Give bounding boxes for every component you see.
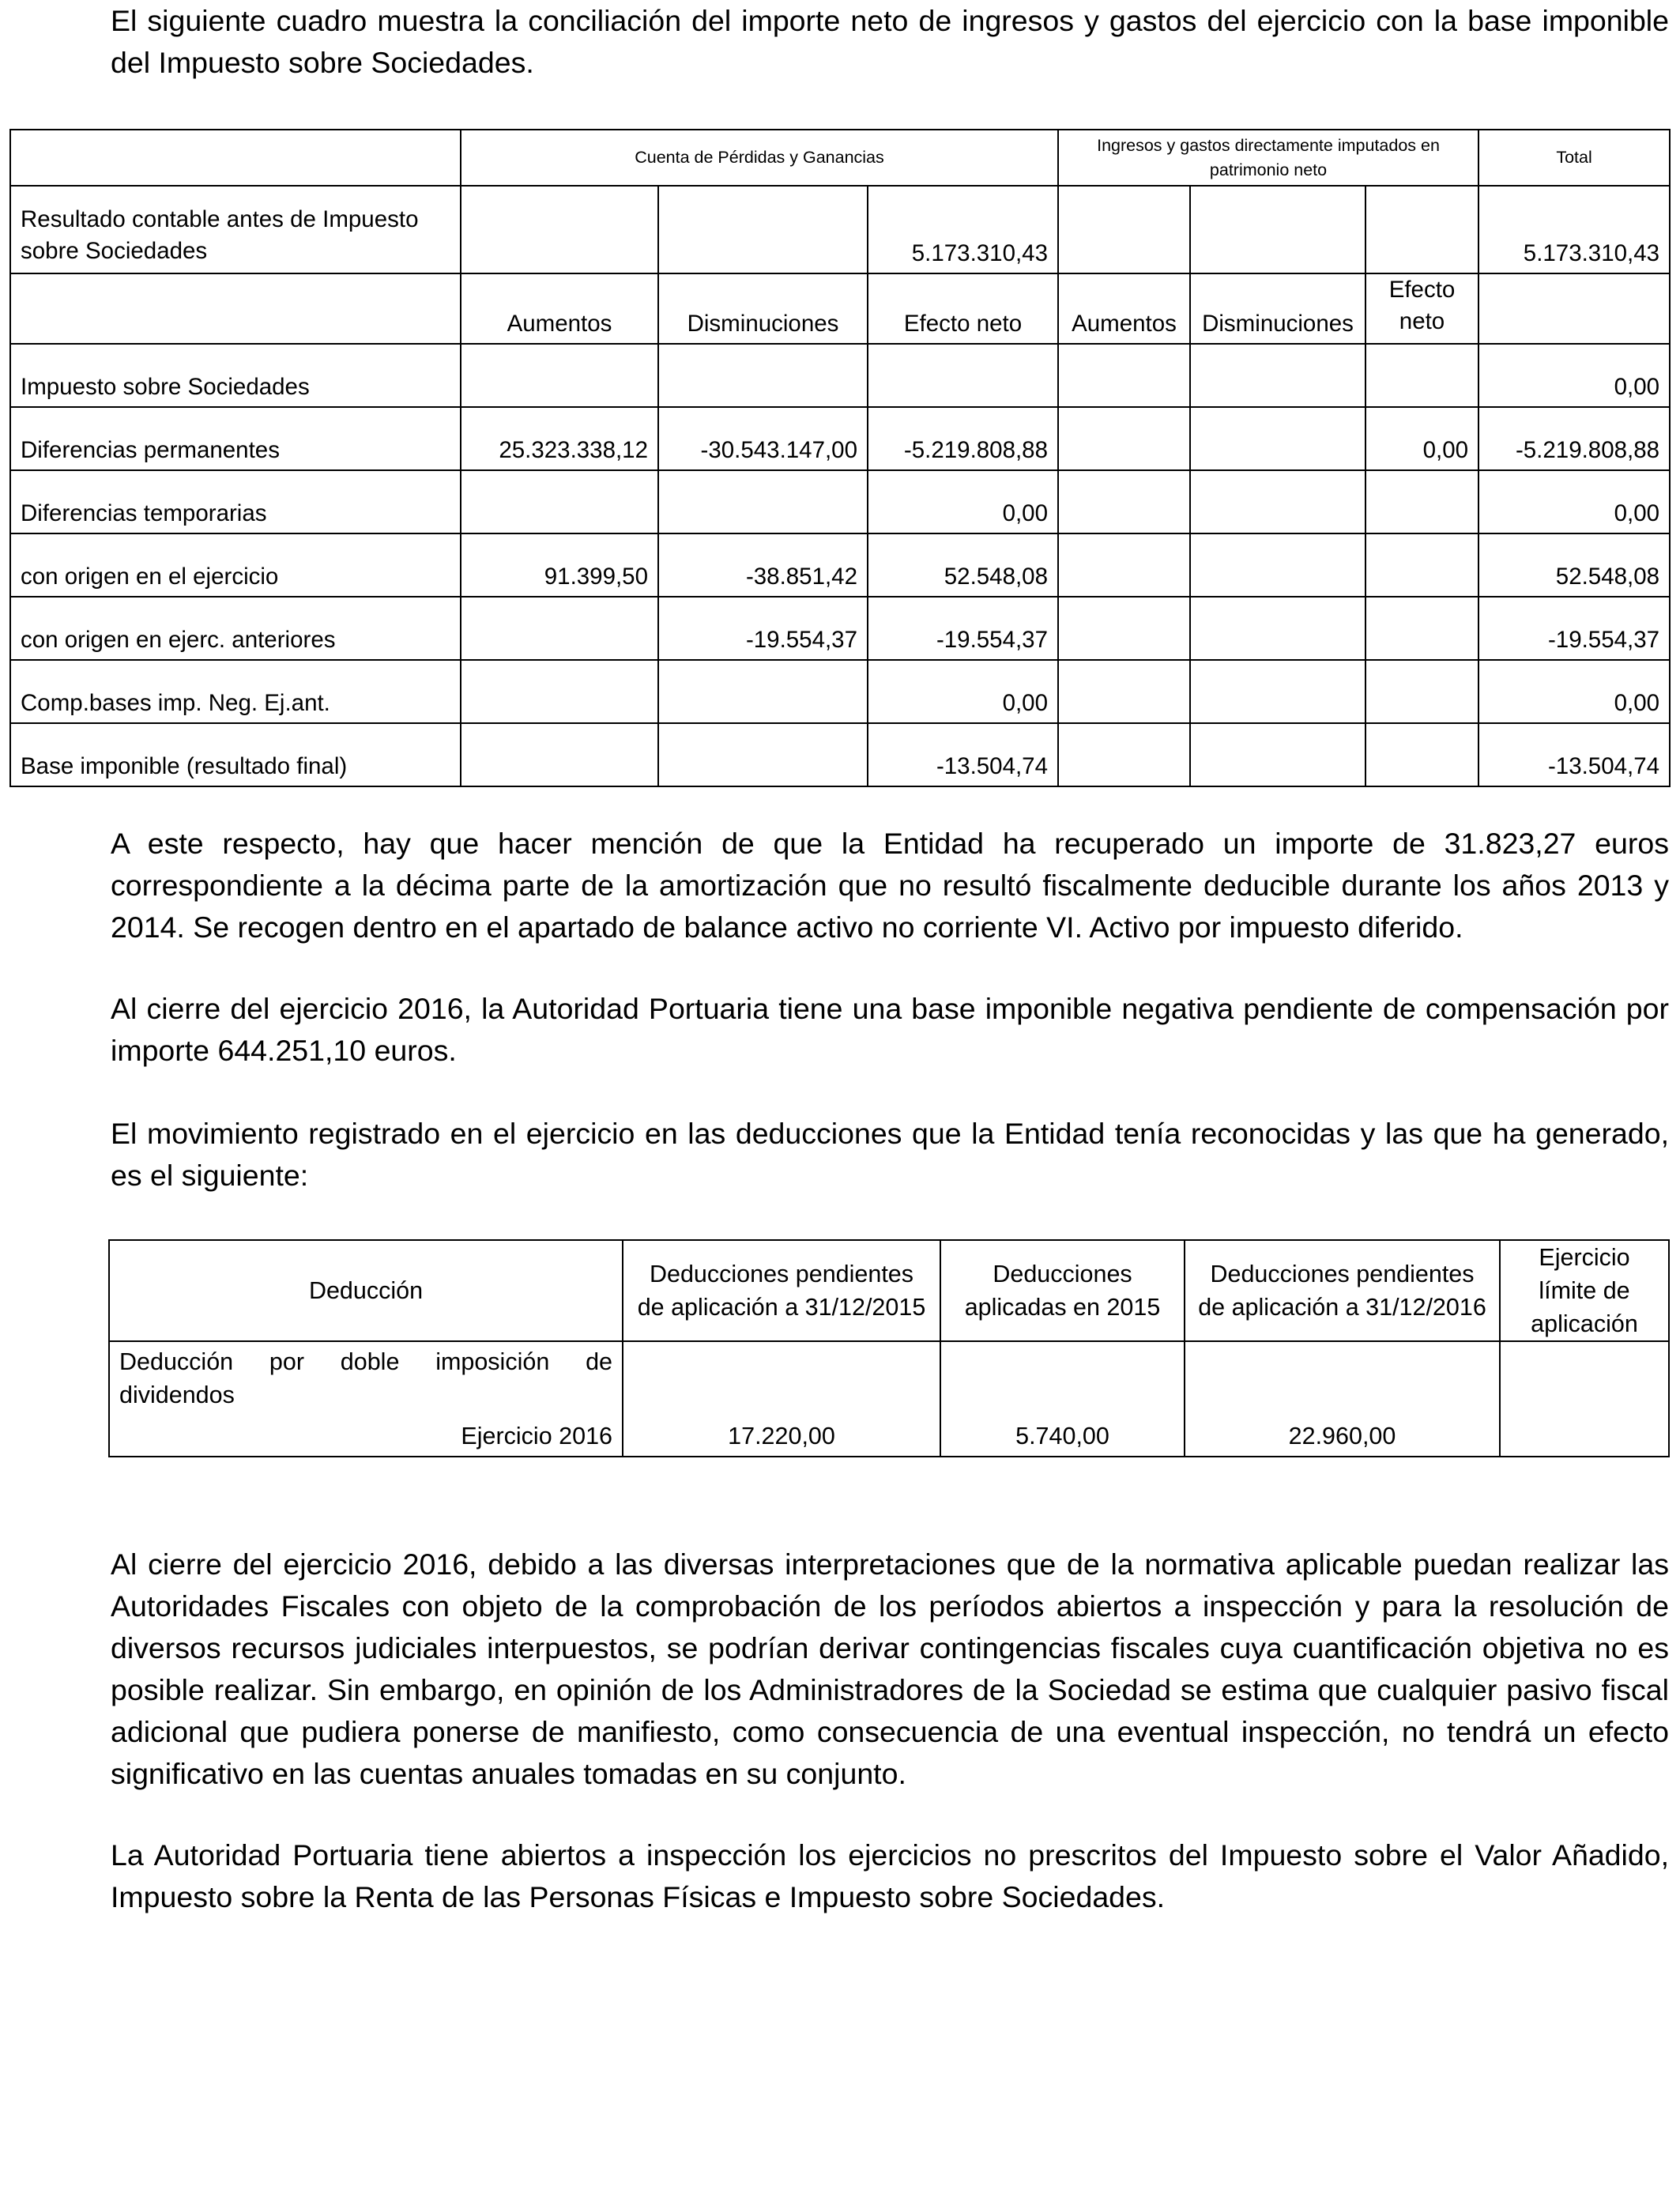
paragraph-recuperacion: A este respecto, hay que hacer mención de que la Entidad ha recuperado un importe de 31.823,27 euros correspondiente a la décima parte de la amortización que no resultó fiscalmente deducible durante los años 2013 y 2014. Se recogen dentro en el apartado de balance activo no corriente VI. Activo por impuesto diferido. [111,827,1669,944]
col-efecto-neto-patrimonio: Efecto neto [1365,273,1478,344]
recon-row-label: Base imponible (resultado final) [10,723,461,786]
recon-cell-dis: -30.543.147,00 [658,407,868,470]
recon-header-empty [10,130,461,186]
deduction-label [109,1341,623,1418]
recon-cell-dis2 [1190,597,1365,660]
recon-subheader-row [10,273,1670,344]
recon-cell-dis2 [1190,660,1365,723]
recon-cell-aum2 [1058,407,1190,470]
recon-cell-efe: 52.548,08 [868,533,1058,597]
resultado-total-value: 5.173.310,43 [1478,186,1670,273]
recon-row-label: Diferencias temporarias [10,470,461,533]
recon-cell-aum2 [1058,660,1190,723]
deduction-pend-2015: 17.220,00 [623,1418,940,1457]
recon-cell-dis [658,470,868,533]
recon-cell-aum: 25.323.338,12 [461,407,658,470]
recon-cell-efe2 [1365,597,1478,660]
recon-cell-total: 0,00 [1478,344,1670,407]
reconciliation-table [9,129,1671,787]
paragraph-inspeccion: La Autoridad Portuaria tiene abiertos a inspección los ejercicios no prescritos del Impuesto sobre el Valor Añadido, Impuesto sobre la Renta de las Personas Físicas e Impuesto sobre Sociedades. [111,1838,1669,1913]
recon-cell-total: -19.554,37 [1478,597,1670,660]
recon-data-row [10,407,1670,470]
col-efecto-neto: Efecto neto [868,273,1058,344]
col-disminuciones-patrimonio: Disminuciones [1190,273,1365,344]
deduction-pend-2016: 22.960,00 [1185,1418,1500,1457]
recon-data-row [10,533,1670,597]
deduction-label-line2: dividendos [119,1382,235,1408]
recon-header-row [10,130,1670,186]
paragraph-contingencias: Al cierre del ejercicio 2016, debido a las diversas interpretaciones que de la normativa aplicable puedan realizar las Autoridades Fiscales con objeto de la comprobación de los períodos abiertos a inspección y para la resolución de diversos recursos judiciales interpuestos, se podrían derivar contingencias fiscales cuya cuantificación objetiva no es posible realizar. Sin embargo, en opinión de los Administradores de la Sociedad se estima que cualquier pasivo fiscal adicional que pudiera ponerse de manifiesto, como consecuencia de una eventual inspección, no tendrá un efecto significativo en las cuentas anuales tomadas en su conjunto. [111,1547,1669,1790]
recon-cell-aum [461,660,658,723]
recon-cell-aum [461,597,658,660]
recon-row-label: Impuesto sobre Sociedades [10,344,461,407]
recon-cell-efe2 [1365,723,1478,786]
recon-cell-total: 0,00 [1478,470,1670,533]
recon-cell-total: -13.504,74 [1478,723,1670,786]
recon-cell-dis2 [1190,407,1365,470]
recon-row-label: Diferencias permanentes [10,407,461,470]
recon-cell-dis2 [1190,723,1365,786]
recon-cell-efe2 [1365,344,1478,407]
recon-cell-aum2 [1058,533,1190,597]
recon-cell-total: 52.548,08 [1478,533,1670,597]
header-pyg: Cuenta de Pérdidas y Ganancias [461,130,1058,186]
recon-cell-aum [461,470,658,533]
deductions-label-row [109,1341,1669,1418]
recon-cell-dis2 [1190,470,1365,533]
intro-paragraph: El siguiente cuadro muestra la conciliación del importe neto de ingresos y gastos del ejercicio con la base imponible del Impuesto sobre Sociedades. [111,4,1669,79]
recon-cell-aum: 91.399,50 [461,533,658,597]
recon-row-label: con origen en el ejercicio [10,533,461,597]
header-aplicadas-2015: Deducciones aplicadas en 2015 [940,1240,1185,1341]
col-disminuciones: Disminuciones [658,273,868,344]
deduction-limite [1500,1418,1669,1457]
recon-cell-dis: -19.554,37 [658,597,868,660]
header-patrimonio: Ingresos y gastos directamente imputados en patrimonio neto [1058,130,1478,186]
recon-resultado-row [10,186,1670,273]
recon-row-label: con origen en ejerc. anteriores [10,597,461,660]
recon-cell-aum2 [1058,597,1190,660]
recon-cell-dis [658,660,868,723]
recon-cell-efe2 [1365,533,1478,597]
recon-cell-aum [461,344,658,407]
recon-cell-efe2: 0,00 [1365,407,1478,470]
recon-data-row [10,723,1670,786]
header-deduccion: Deducción [109,1240,623,1341]
header-ejercicio-limite: Ejercicio límite de aplicación [1500,1240,1669,1341]
paragraph-base-negativa: Al cierre del ejercicio 2016, la Autoridad Portuaria tiene una base imponible negativa pendiente de compensación por importe 644.251,10 euros. [111,992,1669,1067]
deduction-label-line1: Deducción por doble imposición de [119,1348,612,1375]
deductions-value-row [109,1418,1669,1457]
recon-cell-efe: 0,00 [868,660,1058,723]
deduction-year: Ejercicio 2016 [109,1418,623,1457]
recon-data-row [10,597,1670,660]
resultado-label: Resultado contable antes de Impuesto sobre Sociedades [10,186,461,273]
recon-cell-efe2 [1365,660,1478,723]
recon-cell-dis2 [1190,533,1365,597]
header-pendientes-2016: Deducciones pendientes de aplicación a 31/12/2016 [1185,1240,1500,1341]
recon-cell-aum2 [1058,344,1190,407]
recon-cell-efe: -13.504,74 [868,723,1058,786]
recon-cell-dis [658,344,868,407]
recon-data-row [10,470,1670,533]
recon-cell-efe: -19.554,37 [868,597,1058,660]
col-aumentos-patrimonio: Aumentos [1058,273,1190,344]
deduction-aplic-2015: 5.740,00 [940,1418,1185,1457]
recon-cell-efe [868,344,1058,407]
deductions-table [108,1239,1670,1457]
recon-cell-dis2 [1190,344,1365,407]
recon-data-row [10,660,1670,723]
recon-cell-dis [658,723,868,786]
header-pendientes-2015: Deducciones pendientes de aplicación a 31/12/2015 [623,1240,940,1341]
recon-row-label: Comp.bases imp. Neg. Ej.ant. [10,660,461,723]
col-aumentos: Aumentos [461,273,658,344]
recon-cell-aum [461,723,658,786]
recon-cell-efe2 [1365,470,1478,533]
deductions-header-row [109,1240,1669,1341]
recon-cell-aum2 [1058,470,1190,533]
paragraph-movimiento: El movimiento registrado en el ejercicio en las deducciones que la Entidad tenía reconocidas y las que ha generado, es el siguiente: [111,1117,1669,1192]
recon-cell-dis: -38.851,42 [658,533,868,597]
recon-cell-aum2 [1058,723,1190,786]
recon-cell-total: 0,00 [1478,660,1670,723]
recon-cell-efe: 0,00 [868,470,1058,533]
header-total: Total [1478,130,1670,186]
recon-cell-efe: -5.219.808,88 [868,407,1058,470]
recon-data-row [10,344,1670,407]
recon-cell-total: -5.219.808,88 [1478,407,1670,470]
resultado-pyg-value: 5.173.310,43 [868,186,1058,273]
